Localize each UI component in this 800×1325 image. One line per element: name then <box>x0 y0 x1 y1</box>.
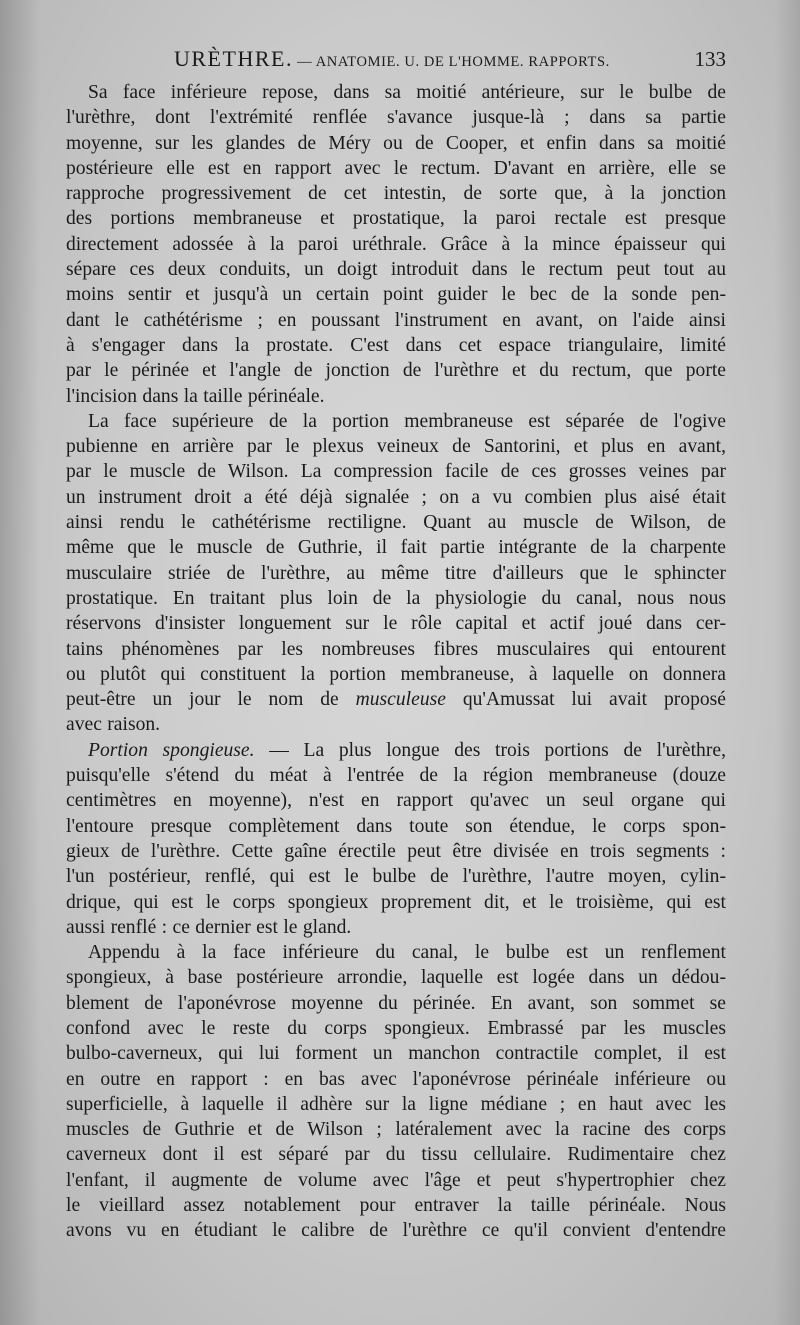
running-title-main: URÈTHRE. <box>174 46 293 71</box>
text-line: ou plutôt qui constituent la portion membraneuse, à laquelle on donnera <box>66 663 726 685</box>
text-line: pubienne en arrière par le plexus veineux de Santorini, et plus en avant, <box>66 436 726 458</box>
text-line: par le périnée et l'angle de jonction de l'urèthre et du rectum, que porte <box>66 360 726 382</box>
text-line: des portions membraneuse et prostatique, la paroi rectale est presque <box>66 208 726 230</box>
text-line: sépare ces deux conduits, un doigt introduit dans le rectum peut tout au <box>66 259 726 281</box>
running-title-rest: — ANATOMIE. U. DE L'HOMME. RAPPORTS. <box>292 54 610 70</box>
text-line: l'un postérieur, renflé, qui est le bulbe de l'urèthre, l'autre moyen, cylin- <box>66 866 726 888</box>
paragraph-2 <box>66 409 726 738</box>
page-number: 133 <box>694 47 726 71</box>
paragraph-1 <box>66 80 726 409</box>
running-title <box>174 44 610 77</box>
text-line: avec raison. <box>66 714 161 736</box>
text-line: l'entoure presque complètement dans toute son étendue, le corps spon- <box>66 815 726 837</box>
text-line: drique, qui est le corps spongieux proprement dit, et le troisième, qui est <box>66 891 726 913</box>
text-line: musculaire striée de l'urèthre, au même titre d'ailleurs que le sphincter <box>66 562 726 584</box>
text-line: un instrument droit a été déjà signalée ; on a vu combien plus aisé était <box>66 486 726 508</box>
text-line: blement de l'aponévrose moyenne du périnée. En avant, son sommet se <box>66 992 726 1014</box>
text-line: par le muscle de Wilson. La compression facile de ces grosses veines par <box>66 461 726 483</box>
text-line: dant le cathétérisme ; en poussant l'instrument en avant, on l'aide ainsi <box>66 309 726 331</box>
text-line: bulbo-caverneux, qui lui forment un manchon contractile complet, il est <box>66 1043 726 1065</box>
text-line: rapproche progressivement de cet intestin, de sorte que, à la jonction <box>66 183 726 205</box>
text-line: en outre en rapport : en bas avec l'aponévrose périnéale inférieure ou <box>66 1068 726 1090</box>
text-line: le vieillard assez notablement pour entraver la taille périnéale. Nous <box>66 1195 726 1217</box>
text-line: prostatique. En traitant plus loin de la physiologie du canal, nous nous <box>66 587 726 609</box>
running-head <box>66 44 726 74</box>
text-line: moins sentir et jusqu'à un certain point guider le bec de la sonde pen- <box>66 284 726 306</box>
text-line: confond avec le reste du corps spongieux. Embrassé par les muscles <box>66 1017 726 1039</box>
text-line: même que le muscle de Guthrie, il fait partie intégrante de la charpente <box>66 537 726 559</box>
text-line: tains phénomènes par les nombreuses fibres musculaires qui entourent <box>66 638 726 660</box>
paragraph-4 <box>66 940 726 1244</box>
text-line: aussi renflé : ce dernier est le gland. <box>66 916 352 938</box>
italic-term: musculeuse <box>355 689 446 711</box>
text-line-with-italic: peut-être un jour le nom de musculeuse qu'Amussat lui avait proposé <box>66 689 727 711</box>
text-line: l'incision dans la taille périnéale. <box>66 385 325 407</box>
text-line: ainsi rendu le cathétérisme rectiligne. Quant au muscle de Wilson, de <box>66 512 726 534</box>
text-line: réservons d'insister longuement sur le rôle capital et actif joué dans cer- <box>66 613 726 635</box>
text-line: La face supérieure de la portion membraneuse est séparée de l'ogive <box>88 410 726 432</box>
text-line: puisqu'elle s'étend du méat à l'entrée de la région membraneuse (douze <box>66 765 726 787</box>
text-line: l'enfant, il augmente de volume avec l'âge et peut s'hypertrophier chez <box>66 1169 726 1191</box>
text-line: centimètres en moyenne), n'est en rapport qu'avec un seul organe qui <box>66 790 726 812</box>
text-line: avons vu en étudiant le calibre de l'urèthre ce qu'il convient d'entendre <box>66 1220 726 1242</box>
text-line <box>66 738 726 763</box>
body-text <box>66 80 726 1244</box>
text-line: postérieure elle est en rapport avec le rectum. D'avant en arrière, elle se <box>66 157 726 179</box>
paragraph-3 <box>66 738 726 940</box>
text-line: superficielle, à laquelle il adhère sur la ligne médiane ; en haut avec les <box>66 1093 726 1115</box>
text-line: Appendu à la face inférieure du canal, le bulbe est un renflement <box>88 942 726 964</box>
text-line: moyenne, sur les glandes de Méry ou de Cooper, et enfin dans sa moitié <box>66 132 726 154</box>
text-line: Sa face inférieure repose, dans sa moitié antérieure, sur le bulbe de <box>88 82 726 103</box>
section-lead-italic: Portion spongieuse. <box>88 739 255 761</box>
text-line: muscles de Guthrie et de Wilson ; latéralement avec la racine des corps <box>66 1119 726 1141</box>
text-line: l'urèthre, dont l'extrémité renflée s'avance jusque-là ; dans sa partie <box>66 107 726 129</box>
text-line: spongieux, à base postérieure arrondie, laquelle est logée dans un dédou- <box>66 967 726 989</box>
text-line: gieux de l'urèthre. Cette gaîne érectile peut être divisée en trois segments : <box>66 840 726 862</box>
text-line: à s'engager dans la prostate. C'est dans cet espace triangulaire, limité <box>66 334 726 356</box>
text-line: directement adossée à la paroi uréthrale. Grâce à la mince épaisseur qui <box>66 233 726 255</box>
text-line-rest: — La plus longue des trois portions de l'urèthre, <box>254 739 726 761</box>
text-line: caverneux dont il est séparé par du tissu cellulaire. Rudimentaire chez <box>66 1144 726 1166</box>
